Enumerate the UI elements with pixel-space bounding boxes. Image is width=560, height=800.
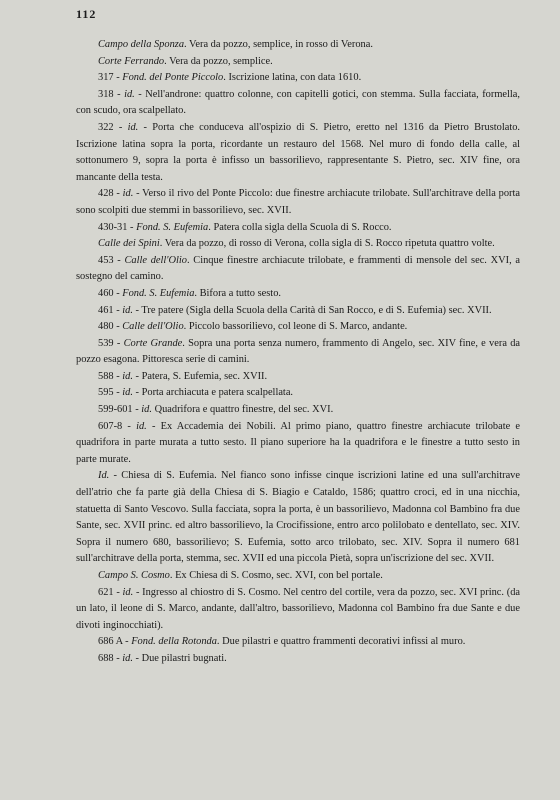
entry-description: . Bifora a tutto sesto. bbox=[194, 287, 281, 299]
entry-description: . Cinque finestre archiacute trilobate, e frammenti di mensole del sec. XVI, a sostegno del camino. bbox=[76, 254, 521, 283]
catalog-entry bbox=[76, 253, 520, 286]
entry-separator: - bbox=[113, 321, 123, 333]
entry-description: . Patera colla sigla della Scuola di S. Rocco. bbox=[208, 221, 392, 233]
entry-number: 317 bbox=[98, 72, 114, 84]
entry-separator: - bbox=[113, 586, 123, 598]
text-block bbox=[76, 37, 520, 668]
entry-separator: - bbox=[132, 404, 142, 416]
catalog-entry bbox=[76, 568, 520, 585]
entry-location: id. bbox=[141, 404, 152, 416]
entry-description: - Verso il rivo del Ponte Piccolo: due finestre archiacute trilobate. Sull'architrave della porta sono scolpiti due stemmi in bassorilievo, sec. XVII. bbox=[76, 188, 520, 216]
entry-location: id. bbox=[122, 652, 133, 664]
entry-location: id. bbox=[122, 586, 134, 598]
catalog-entry bbox=[76, 402, 520, 419]
entry-location: id. bbox=[122, 188, 134, 200]
entry-separator: - bbox=[127, 221, 137, 233]
entry-separator: - bbox=[113, 188, 123, 200]
entry-description: - Porta archiacuta e patera scalpellata. bbox=[132, 387, 294, 399]
entry-number: 461 bbox=[98, 304, 114, 316]
entry-location: Fond. S. Eufemia bbox=[136, 221, 209, 233]
entry-location: Calle dell'Olio bbox=[124, 254, 187, 266]
catalog-entry bbox=[76, 468, 520, 568]
entry-separator: - bbox=[113, 304, 123, 316]
entry-number: 480 bbox=[98, 321, 114, 333]
entry-location: id. bbox=[122, 370, 133, 382]
catalog-entry bbox=[76, 87, 520, 120]
entry-description: . Vera da pozzo, semplice, in rosso di Verona. bbox=[184, 39, 373, 50]
entry-number: 688 bbox=[98, 652, 114, 664]
entry-number: 595 bbox=[98, 387, 114, 399]
catalog-entry bbox=[76, 336, 520, 369]
entry-location: Id. bbox=[98, 470, 110, 482]
entry-location: id. bbox=[127, 121, 139, 133]
entry-separator: - bbox=[113, 88, 125, 100]
entry-separator: - bbox=[122, 420, 137, 432]
entry-number: 686 A bbox=[98, 636, 123, 648]
entry-description: - Porta che conduceva all'ospizio di S. Pietro, eretto nel 1316 da Pietro Brustolato. Iscrizione latina sopra la porta, ricordante un restauro del 1568. Nel muro di fondo della calle, al sottonumero 9, sopra la porta è infisso un bassorilievo, rappresentante S. Pietro, sec. XIV fine, ora mancante della testa. bbox=[76, 121, 521, 183]
entry-description: . Piccolo bassorilievo, col leone di S. Marco, andante. bbox=[183, 321, 408, 333]
entry-separator: - bbox=[113, 72, 123, 84]
entry-description: - Tre patere (Sigla della Scuola della Carità di San Rocco, e di S. Eufemia) sec. XVII. bbox=[132, 304, 492, 316]
entry-number: 588 bbox=[98, 370, 114, 382]
entry-separator: - bbox=[122, 636, 132, 648]
entry-description: - Chiesa di S. Eufemia. Nel fianco sono infisse cinque iscrizioni latine ed una sull'architrave dell'atrio che fa parte già della Chiesa di S. Biagio e Cataldo, 1586; quattro croci, ed in una nicchia, statuetta di Santo Vescovo. Sulla facciata, sopra la porta, è un bassorilievo, Madonna col Bambino fra due Sante, sec. XVII princ. ed altro bassorilievo, la Crocifissione, entro arco polilobato e dentellato, sec. XIV. Sopra il numero 680, bassorilievo; S. Eufemia, sotto arco trilobato, sec. XIV. Sopra il numero 681 sull'architrave della porta, stemma, sec. XVII ed una piccola Pietà, sopra un'iscrizione del sec. XVII. bbox=[76, 470, 520, 565]
entry-number: 621 bbox=[98, 586, 114, 598]
catalog-entry bbox=[76, 54, 520, 71]
entry-description: . Vera da pozzo, semplice. bbox=[164, 55, 273, 67]
entry-description: - Patera, S. Eufemia, sec. XVII. bbox=[132, 370, 268, 382]
entry-number: 453 bbox=[98, 254, 114, 266]
entry-location: Fond. del Ponte Piccolo bbox=[122, 72, 224, 84]
entry-number: 599-601 bbox=[98, 404, 133, 416]
entry-number: 322 bbox=[98, 121, 114, 133]
entry-description: . Vera da pozzo, di rosso di Verona, colla sigla di S. Rocco ripetuta quattro volte. bbox=[159, 238, 495, 250]
entry-location: id. bbox=[124, 88, 135, 100]
entry-location: Campo S. Cosmo bbox=[98, 570, 170, 581]
entry-description: - Ingresso al chiostro di S. Cosmo. Nel centro del cortile, vera da pozzo, sec. XVI princ. (da un lato, il leone di S. Marco, andante, dall'altro, bassorilievo, Madonna col Bambino fra due Sante e due divoti inginocchiati). bbox=[76, 586, 521, 631]
entry-description: . Sopra una porta senza numero, frammento di Angelo, sec. XIV fine, e vera da pozzo esagona. Pittoresca serie di camini. bbox=[76, 337, 521, 366]
entry-separator: - bbox=[113, 287, 123, 299]
entry-location: Fond. S. Eufemia bbox=[122, 287, 195, 299]
entry-separator: - bbox=[113, 652, 123, 664]
entry-location: Calle dei Spini bbox=[98, 238, 160, 250]
entry-separator: - bbox=[113, 370, 123, 382]
catalog-entry bbox=[76, 186, 520, 219]
catalog-entry bbox=[76, 319, 520, 336]
catalog-entry bbox=[76, 120, 520, 186]
entry-separator: - bbox=[113, 337, 124, 349]
entry-location: Corte Ferrando bbox=[98, 55, 165, 67]
entry-number: 460 bbox=[98, 287, 114, 299]
entry-description: - Nell'androne: quattro colonne, con capitelli gotici, con stemma. Sulla facciata, formella, con scudo, ora scalpellato. bbox=[76, 88, 521, 117]
catalog-entry bbox=[76, 37, 520, 54]
entry-number: 430-31 bbox=[98, 221, 128, 233]
entry-location: Fond. della Rotonda bbox=[131, 636, 217, 648]
catalog-entry bbox=[76, 220, 520, 237]
entry-separator: - bbox=[113, 387, 123, 399]
entry-separator: - bbox=[113, 121, 128, 133]
entry-number: 318 bbox=[98, 88, 114, 100]
entry-location: id. bbox=[122, 304, 133, 316]
entry-location: Campo della Sponza bbox=[98, 39, 185, 50]
entry-location: id. bbox=[136, 420, 147, 432]
entry-number: 607-8 bbox=[98, 420, 123, 432]
entry-description: . Ex Chiesa di S. Cosmo, sec. XVI, con bel portale. bbox=[169, 570, 383, 581]
catalog-entry bbox=[76, 286, 520, 303]
entry-description: . Iscrizione latina, con data 1610. bbox=[223, 72, 362, 84]
catalog-entry bbox=[76, 634, 520, 651]
catalog-entry bbox=[76, 70, 520, 87]
catalog-entry bbox=[76, 419, 520, 469]
page-number: 112 bbox=[76, 7, 97, 21]
entry-number: 428 bbox=[98, 188, 114, 200]
entry-description: . Due pilastri e quattro frammenti decorativi infissi al muro. bbox=[216, 636, 466, 648]
catalog-entry bbox=[76, 585, 520, 635]
catalog-entry bbox=[76, 369, 520, 386]
entry-description: - Due pilastri bugnati. bbox=[132, 652, 227, 664]
entry-location: Calle dell'Olio bbox=[122, 321, 184, 333]
catalog-entry bbox=[76, 385, 520, 402]
entry-location: id. bbox=[122, 387, 133, 399]
entry-number: 539 bbox=[98, 337, 114, 349]
entry-separator: - bbox=[113, 254, 125, 266]
catalog-entry bbox=[76, 236, 520, 253]
entry-location: Corte Grande bbox=[123, 337, 183, 349]
entry-description: - Ex Accademia dei Nobili. Al primo piano, quattro finestre archiacute trilobate e quadrifora in parte murata a tutto sesto. Il piano superiore ha la quadrifora e le finestre a tutto sesto in parte murate. bbox=[76, 420, 521, 465]
entry-description: Quadrifora e quattro finestre, del sec. XVI. bbox=[151, 404, 334, 416]
catalog-entry bbox=[76, 303, 520, 320]
catalog-entry bbox=[76, 651, 520, 668]
